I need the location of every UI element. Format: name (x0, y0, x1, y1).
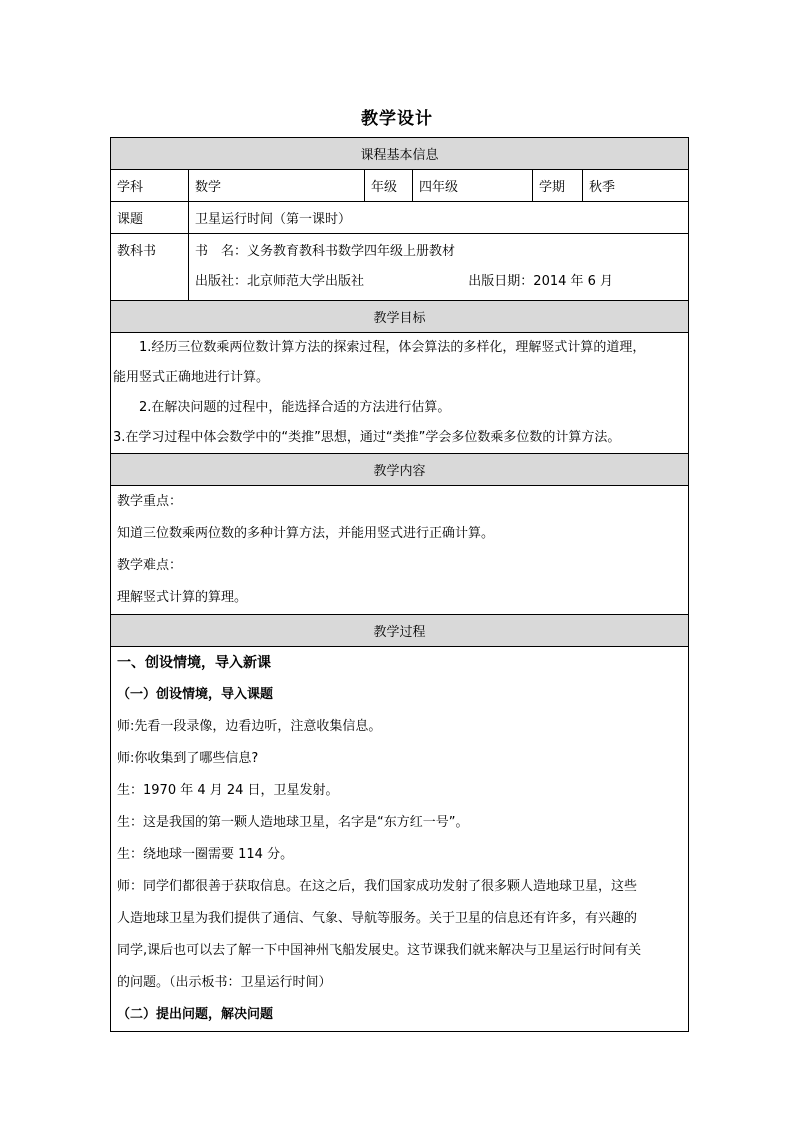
topic-value: 卫星运行时间（第一课时） (189, 202, 689, 234)
process-line: 同学,课后也可以去了解一下中国神州飞船发展史。这节课我们就来解决与卫星运行时间有关 (117, 943, 642, 958)
textbook-info (189, 234, 689, 301)
process-line: 生：1970 年 4 月 24 日，卫星发射。 (117, 783, 339, 798)
objectives-body (111, 333, 689, 454)
publisher: 出版社：北京师范大学出版社 (195, 274, 365, 289)
content-header: 教学内容 (111, 454, 689, 486)
textbook-label: 教科书 (111, 234, 189, 301)
publish-date: 出版日期：2014 年 6 月 (468, 274, 614, 289)
publisher-row (195, 267, 682, 297)
process-line: 师：同学们都很善于获取信息。在这之后，我们国家成功发射了很多颗人造地球卫星，这些 (117, 879, 638, 894)
section-heading: 一、创设情境，导入新课 (117, 655, 271, 671)
book-name: 书 名：义务教育教科书数学四年级上册教材 (195, 244, 456, 259)
objective-item: 2.在解决问题的过程中，能选择合适的方法进行估算。 (139, 400, 451, 415)
topic-label: 课题 (111, 202, 189, 234)
process-body (111, 647, 689, 1032)
subsection-heading: （一）创设情境，导入课题 (117, 687, 274, 702)
objective-item: 1.经历三位数乘两位数计算方法的探索过程，体会算法的多样化，理解竖式计算的道理， (139, 340, 646, 355)
process-header: 教学过程 (111, 615, 689, 647)
subject-value: 数学 (189, 170, 365, 202)
lesson-plan-table (110, 137, 689, 1032)
grade-value: 四年级 (413, 170, 533, 202)
process-line: 生：这是我国的第一颗人造地球卫星，名字是“东方红一号”。 (117, 815, 469, 830)
process-line: 生：绕地球一圈需要 114 分。 (117, 847, 294, 862)
term-value: 秋季 (583, 170, 689, 202)
key-point-text: 知道三位数乘两位数的多种计算方法，并能用竖式进行正确计算。 (117, 526, 495, 541)
grade-label: 年级 (365, 170, 413, 202)
process-line: 人造地球卫星为我们提供了通信、气象、导航等服务。关于卫星的信息还有许多，有兴趣的 (117, 911, 638, 926)
difficulty-text: 理解竖式计算的算理。 (117, 590, 248, 605)
subject-label: 学科 (111, 170, 189, 202)
objectives-header: 教学目标 (111, 301, 689, 333)
process-line: 师:先看一段录像，边看边听，注意收集信息。 (117, 719, 382, 734)
process-line: 师:你收集到了哪些信息? (117, 751, 259, 766)
term-label: 学期 (533, 170, 583, 202)
objective-item: 3.在学习过程中体会数学中的“类推”思想，通过“类推”学会多位数乘多位数的计算方法。 (113, 430, 621, 445)
page-title: 教学设计 (361, 109, 433, 129)
basic-info-header: 课程基本信息 (111, 138, 689, 170)
objective-item: 能用竖式正确地进行计算。 (113, 370, 270, 385)
process-line: 的问题。（出示板书：卫星运行时间） (117, 975, 332, 990)
subsection-heading: （二）提出问题，解决问题 (117, 1007, 274, 1022)
difficulty-label: 教学难点： (117, 558, 183, 573)
content-body (111, 486, 689, 615)
key-point-label: 教学重点： (117, 494, 183, 509)
